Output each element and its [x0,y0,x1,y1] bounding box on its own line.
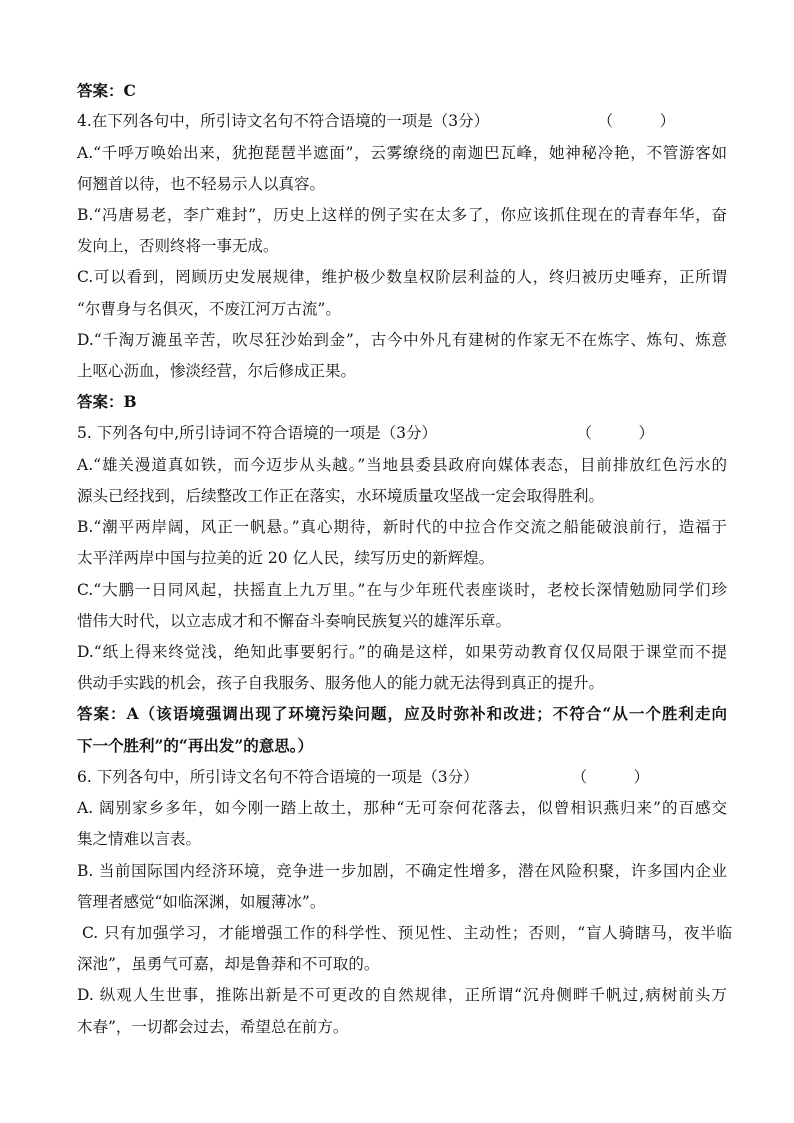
answer-line: 答案：A（该语境强调出现了环境污染问题，应及时弥补和改进；不符合“从一个胜利走向 [77,704,727,723]
text-line: 供动手实践的机会，孩子自我服务、服务他人的能力就无法得到真正的提升。 [77,674,605,692]
answer-line: 答案：B [77,392,137,411]
text-line: 集之情难以言表。 [77,830,202,848]
answer-line: 答案：C [77,81,136,100]
text-line: C.“大鹏一日同风起，扶摇直上九万里。”在与少年班代表座谈时，老校长深情勉励同学们珍 [77,581,727,599]
text-line: 深池”，虽勇气可嘉，却是鲁莽和不可取的。 [77,955,380,973]
text-line: D.“纸上得来终觉浅，绝知此事要躬行。”的确是这样，如果劳动教育仅仅局限于课堂而不提 [77,643,727,661]
text-line: 5. 下列各句中,所引诗词不符合语境的一项是（3分） （ ） [77,424,655,442]
text-line: 6. 下列各句中，所引诗文名句不符合语境的一项是（3分） （ ） [77,768,650,786]
text-line: D. 纵观人生世事，推陈出新是不可更改的自然规律，正所谓“沉舟侧畔千帆过,病树前头万 [77,986,727,1004]
text-line: A.“千呼万唤始出来，犹抱琵琶半遮面”，云雾缭绕的南迦巴瓦峰，她神秘冷艳，不管游客如 [77,144,727,162]
text-line: 源头已经找到，后续整改工作正在落实，水环境质量攻坚战一定会取得胜利。 [77,487,605,505]
text-line: C. 只有加强学习，才能增强工作的科学性、预见性、主动性；否则，“盲人骑瞎马，夜半临 [82,924,732,942]
text-line: 上呕心沥血，惨淡经营，尔后修成正果。 [77,362,357,380]
text-line: 太平洋两岸中国与拉美的近 20 亿人民，续写历史的新辉煌。 [77,549,495,567]
text-line: 发向上，否则终将一事无成。 [77,237,279,255]
text-line: 木春”，一切都会过去，希望总在前方。 [77,1018,349,1036]
text-line: 何翘首以待，也不轻易示人以真容。 [77,175,326,193]
text-line: A.“雄关漫道真如铁，而今迈步从头越。”当地县委县政府向媒体表态，目前排放红色污水的 [77,456,727,474]
text-line: A. 阔别家乡多年，如今刚一踏上故土，那种“无可奈何花落去，似曾相识燕归来”的百感交 [77,799,727,817]
text-line: 4.在下列各句中，所引诗文名句不符合语境的一项是（3分） （ ） [77,112,676,130]
text-line: B.“潮平两岸阔，风正一帆悬。”真心期待，新时代的中拉合作交流之船能破浪前行，造福于 [77,518,727,536]
text-line: B.“冯唐易老，李广难封”，历史上这样的例子实在太多了，你应该抓住现在的青春年华，奋 [77,206,727,224]
text-line: 管理者感觉“如临深渊，如履薄冰”。 [77,893,326,911]
text-line: “尔曹身与名俱灭，不废江河万古流”。 [77,300,341,318]
text-line: B. 当前国际国内经济环境，竞争进一步加剧，不确定性增多，潜在风险积聚，许多国内企业 [77,862,727,880]
text-line: D.“千淘万漉虽辛苦，吹尽狂沙始到金”，古今中外凡有建树的作家无不在炼字、炼句、炼意 [77,331,727,349]
text-line: C.可以看到，罔顾历史发展规律，维护极少数皇权阶层利益的人，终归被历史唾弃，正所谓 [77,268,727,286]
answer-line: 下一个胜利”的“再出发”的意思。） [77,736,313,755]
text-line: 惜伟大时代，以立志成才和不懈奋斗奏响民族复兴的雄浑乐章。 [77,612,512,630]
